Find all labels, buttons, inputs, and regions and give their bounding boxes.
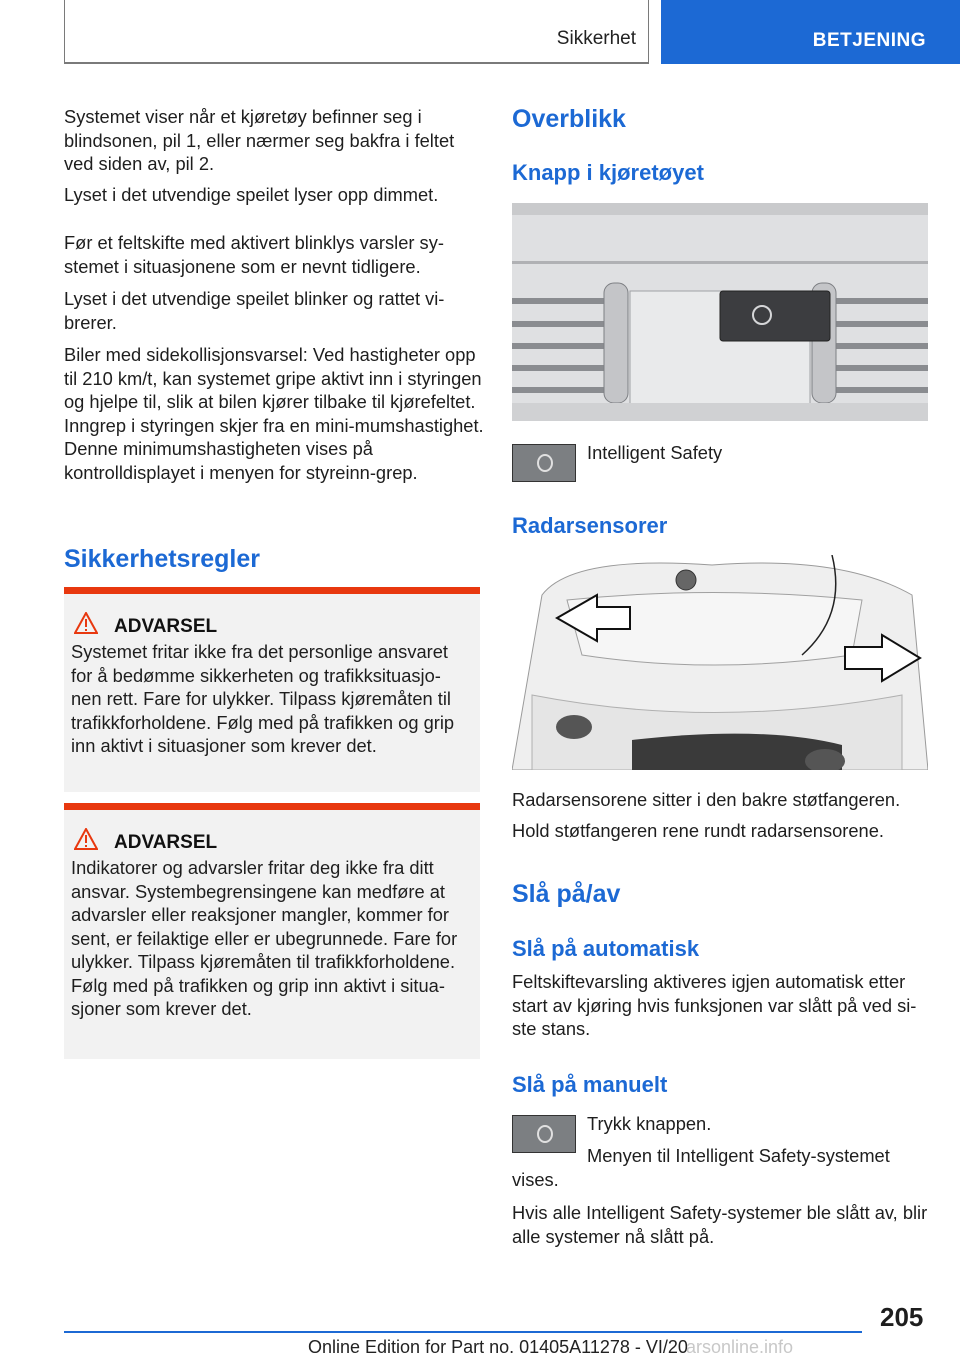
warning-triangle-icon [74, 612, 98, 634]
warning-text: Indikatorer og advarsler fritar deg ikke fra ditt ansvar. Systembegrensingene kan medføre at advarsler eller reaksjoner mangler, kommer for sent, er feilaktige eller er ubegrunnede. Fare for ulykker. Tilpass kjøremåten til trafikkforholdene. Følg med på trafikken og grip inn aktivt i situa‐sjoner som krever det. [71, 857, 458, 1019]
heading-overblikk: Overblikk [512, 105, 626, 133]
heading-radarsensorer: Radarsensorer [512, 513, 668, 538]
heading-knapp-i-kjoretoyet: Knapp i kjøretøyet [512, 160, 704, 185]
paragraph-menyen: Menyen til Intelligent Safety-systemet [587, 1145, 890, 1166]
warning-triangle-icon [74, 828, 98, 850]
warning-text: Systemet fritar ikke fra det personlige ansvaret for å bedømme sikkerheten og trafikksituasjo‐nen rett. Fare for ulykker. Tilpass kjøremåten til trafikkforholdene. Følg med på trafikken og grip inn aktivt i situasjoner som krever det. [71, 641, 455, 756]
footer-edition: Online Edition for Part no. 01405A11278 - VI/20 [308, 1337, 688, 1357]
watermark: arsonline.info [686, 1337, 794, 1357]
paragraph-lyset-dimmet: Lyset i det utvendige speilet lyser opp dimmet. [64, 184, 439, 205]
paragraph-automatisk: Feltskiftevarsling aktiveres igjen automatisk etter start av kjøring hvis funksjonen var slått på ved si‐ste stans. [512, 971, 917, 1039]
header-tab-betjening[interactable] [661, 0, 960, 64]
header-tab-label: BETJENING [812, 30, 926, 51]
paragraph-trykk-knappen: Trykk knappen. [587, 1113, 712, 1134]
heading-sla-pa-manuelt: Slå på manuelt [512, 1072, 668, 1097]
warning-box-1 [64, 587, 480, 792]
paragraph-sidekollisjon: Biler med sidekollisjonsvarsel: Ved hastigheter opp til 210 km/t, kan systemet gripe aktivt inn i styringen og hjelpe til, slik at bilen kjører tilbake til kjørefeltet. Inngrep i styringen skjer fra en mini‐mumshastighet. Denne minimumshastigheten vises på kontrolldisplayet i menyen for styreinn‐grep. [64, 344, 484, 483]
rear-bumper-radar-photo [512, 555, 928, 770]
intelligent-safety-button-icon [512, 444, 576, 482]
header-section-title: Sikkerhet [556, 28, 636, 49]
paragraph-radar-plassering: Radarsensorene sitter i den bakre støtfangeren. [512, 789, 901, 810]
heading-sikkerhetsregler: Sikkerhetsregler [64, 545, 260, 573]
paragraph-menyen-vises: vises. [512, 1169, 559, 1190]
paragraph-speilet-blinker: Lyset i det utvendige speilet blinker og rattet vi‐brerer. [64, 288, 445, 333]
button-label-intelligent-safety: Intelligent Safety [587, 442, 723, 463]
dashboard-button-photo [512, 203, 928, 421]
warning-box-2 [64, 803, 480, 1059]
paragraph-alle-systemer: Hvis alle Intelligent Safety-systemer ble slått av, blir alle systemer nå slått på. [512, 1202, 928, 1247]
paragraph-blindsone: Systemet viser når et kjøretøy befinner seg i blindsonen, pil 1, eller nærmer seg bakfra i feltet ved siden av, pil 2. [64, 106, 455, 174]
warning-title: ADVARSEL [114, 832, 218, 853]
heading-sla-pa-av: Slå på/av [512, 880, 621, 908]
header-section-box [64, 0, 649, 64]
footer-divider [64, 1331, 862, 1333]
paragraph-feltskifte: Før et feltskifte med aktivert blinklys varsler sy‐stemet i situasjonene som er nevnt tidligere. [64, 232, 444, 277]
intelligent-safety-button-icon [512, 1115, 576, 1153]
paragraph-radar-rengjoring: Hold støtfangeren rene rundt radarsensorene. [512, 820, 884, 841]
page-number: 205 [880, 1302, 924, 1332]
heading-sla-pa-automatisk: Slå på automatisk [512, 936, 700, 961]
warning-title: ADVARSEL [114, 616, 218, 637]
